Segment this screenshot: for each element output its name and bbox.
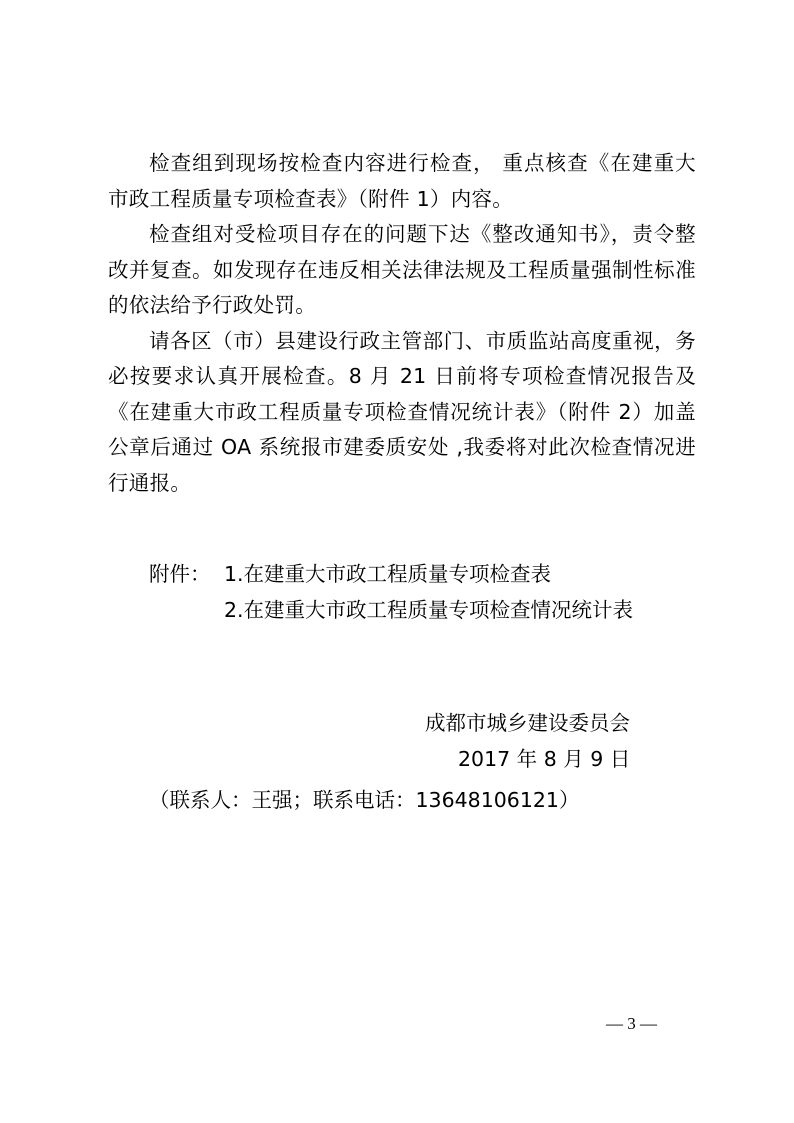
attachment-item-2: 2.在建重大市政工程质量专项检查情况统计表 — [224, 597, 634, 622]
attachments-label: 附件： — [149, 562, 211, 586]
page-number: — 3 — — [606, 1014, 657, 1033]
issue-date: 2017 年 8 月 9 日 — [458, 747, 631, 771]
paragraph-rectification: 检查组对受检项目存在的问题下达《整改通知书》，责令整改并复查。如发现存在违反相关法律法规及工程质量强制性标准的依法给予行政处罚。 — [108, 222, 696, 317]
attachment-row-1 — [149, 557, 633, 593]
attachment-row-2 — [149, 593, 633, 629]
attachment-item-1: 1.在建重大市政工程质量专项检查表 — [224, 562, 552, 586]
paragraph-inspection-content: 检查组到现场按检查内容进行检查， 重点核查《在建重大市政工程质量专项检查表》（附件 1）内容。 — [108, 151, 696, 211]
document-body — [108, 146, 696, 501]
contact-info: （联系人：王强；联系电话：13648106121） — [149, 788, 580, 812]
issuing-authority: 成都市城乡建设委员会 — [425, 711, 630, 735]
paragraph-requirements: 请各区（市）县建设行政主管部门、市质监站高度重视，务必按要求认真开展检查。8 月 21 日前将专项检查情况报告及《在建重大市政工程质量专项检查情况统计表》（附件 2）加盖公章后通过 OA 系统报市建委质安处 ,我委将对此次检查情况进行通报。 — [108, 328, 696, 495]
attachments-section — [149, 557, 633, 628]
